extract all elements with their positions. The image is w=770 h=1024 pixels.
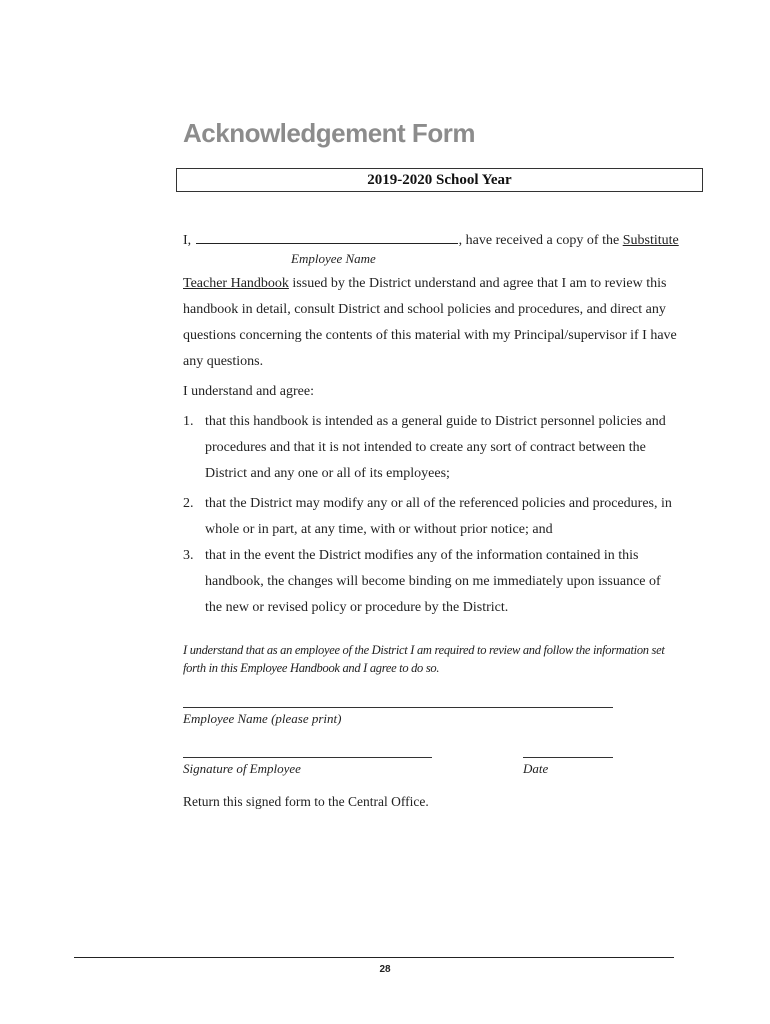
- intro-line-1: [183, 232, 679, 249]
- school-year-box: 2019-2020 School Year: [176, 168, 703, 192]
- form-title: Acknowledgement Form: [183, 118, 475, 148]
- employee-name-line[interactable]: [183, 707, 613, 708]
- list-item-1-line-2: procedures and that it is not intended to create any sort of contract between the: [205, 440, 646, 455]
- intro-line-2-rest: issued by the District understand and agree that I am to review this: [288, 276, 667, 291]
- employee-name-blank[interactable]: [196, 232, 458, 244]
- list-item-3-line-2: handbook, the changes will become binding on me immediately upon issuance of: [205, 574, 661, 589]
- intro-line-4: questions concerning the contents of this material with my Principal/supervisor if I have: [183, 328, 677, 343]
- list-item-1-line-3: District and any one or all of its employees;: [205, 466, 450, 481]
- intro-line-2: [183, 276, 666, 292]
- list-number-2: 2.: [183, 496, 194, 511]
- list-item-3-line-3: the new or revised policy or procedure by the District.: [205, 600, 509, 615]
- employee-name-label: Employee Name (please print): [183, 711, 342, 726]
- list-item-1-line-1: that this handbook is intended as a general guide to District personnel policies and: [205, 414, 666, 429]
- page-number: 28: [379, 964, 391, 975]
- blank-caption: Employee Name: [291, 251, 376, 266]
- agree-heading: I understand and agree:: [183, 384, 314, 399]
- footer-rule: [74, 957, 674, 958]
- return-note: Return this signed form to the Central Office.: [183, 794, 429, 809]
- handbook-title-part2: Teacher Handbook: [183, 276, 289, 291]
- signature-line[interactable]: [183, 757, 432, 758]
- list-number-1: 1.: [183, 414, 194, 429]
- date-line[interactable]: [523, 757, 613, 758]
- signature-label: Signature of Employee: [183, 761, 301, 776]
- list-item-2-line-1: that the District may modify any or all of the referenced policies and procedures, in: [205, 496, 672, 511]
- list-number-3: 3.: [183, 548, 194, 563]
- intro-line-5: any questions.: [183, 354, 264, 369]
- intro-after-blank: , have received a copy of the: [458, 233, 620, 248]
- date-label: Date: [523, 761, 549, 776]
- statement-line-1: I understand that as an employee of the District I am required to review and follow the information set: [183, 643, 665, 657]
- intro-line-3: handbook in detail, consult District and school policies and procedures, and direct any: [183, 302, 666, 317]
- handbook-title-part1: Substitute: [622, 233, 679, 248]
- list-item-3-line-1: that in the event the District modifies any of the information contained in this: [205, 548, 639, 563]
- list-item-2-line-2: whole or in part, at any time, with or without prior notice; and: [205, 522, 553, 537]
- intro-prefix: I,: [183, 233, 192, 248]
- statement-line-2: forth in this Employee Handbook and I agree to do so.: [183, 661, 440, 675]
